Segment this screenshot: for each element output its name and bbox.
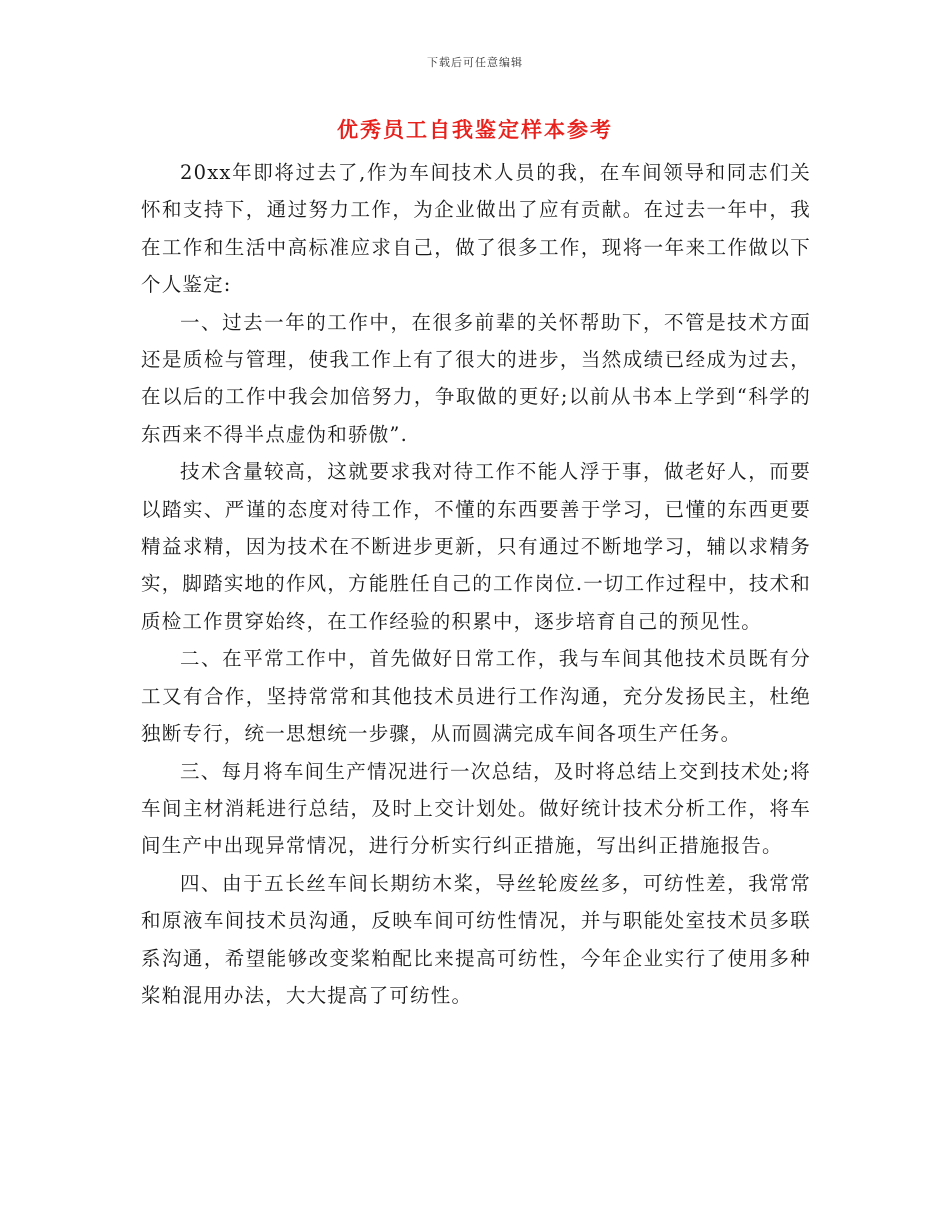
- paragraph-section-1-continued: 技术含量较高，这就要求我对待工作不能人浮于事，做老好人，而要以踏实、严谨的态度对待工作，不懂的东西要善于学习，已懂的东西更要精益求精，因为技术在不断进步更新，只有通过不断地学习，辅以求精务实，脚踏实地的作风，方能胜任自己的工作岗位.一切工作过程中，技术和质检工作贯穿始终，在工作经验的积累中，逐步培育自己的预见性。: [141, 460, 811, 633]
- header-note: 下载后可任意编辑: [427, 56, 523, 69]
- paragraph-section-4: 四、由于五长丝车间长期纺木桨，导丝轮废丝多，可纺性差，我常常和原液车间技术员沟通，反映车间可纺性情况，并与职能处室技术员多联系沟通，希望能够改变桨粕配比来提高可纺性，今年企业实行了使用多种桨粕混用办法，大大提高了可纺性。: [141, 871, 811, 1007]
- paragraph-section-2: 二、在平常工作中，首先做好日常工作，我与车间其他技术员既有分工又有合作，坚持常常和其他技术员进行工作沟通，充分发扬民主，杜绝独断专行，统一思想统一步骤，从而圆满完成车间各项生产任务。: [141, 647, 811, 746]
- paragraph-section-1: 一、过去一年的工作中，在很多前辈的关怀帮助下，不管是技术方面还是质检与管理，使我工作上有了很大的进步，当然成绩已经成为过去，在以后的工作中我会加倍努力，争取做的更好;以前从书本上学到“科学的东西来不得半点虚伪和骄傲”.: [141, 310, 811, 446]
- document-body: [141, 154, 811, 1014]
- document-title: 优秀员工自我鉴定样本参考: [337, 117, 613, 142]
- paragraph-section-3: 三、每月将车间生产情况进行一次总结，及时将总结上交到技术处;将车间主材消耗进行总结，及时上交计划处。做好统计技术分析工作，将车间生产中出现异常情况，进行分析实行纠正措施，写出纠正措施报告。: [141, 759, 811, 858]
- paragraph-intro: 20xx年即将过去了,作为车间技术人员的我，在车间领导和同志们关怀和支持下，通过努力工作，为企业做出了应有贡献。在过去一年中，我在工作和生活中高标准应求自己，做了很多工作，现将一年来工作做以下个人鉴定:: [141, 161, 811, 297]
